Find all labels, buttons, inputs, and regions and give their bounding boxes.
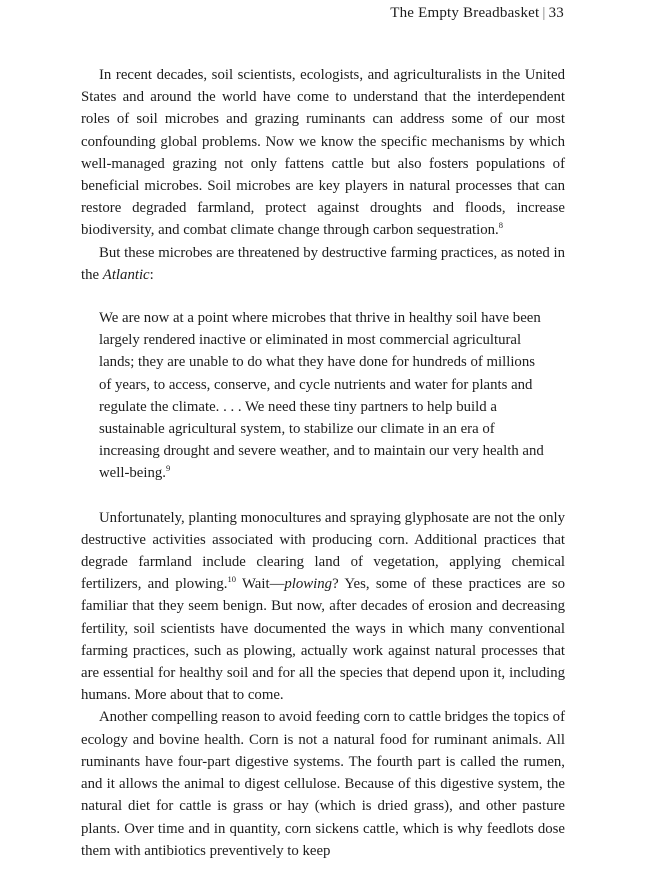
running-head-separator: |: [542, 5, 546, 21]
paragraph-1: [81, 64, 565, 242]
paragraph-2-text-a: But these microbes are threatened by destructive farming practices, as noted in the: [81, 244, 565, 283]
body-text: [81, 64, 565, 862]
source-title: Atlantic: [102, 266, 150, 283]
paragraph-4-text: Another compelling reason to avoid feeding corn to cattle bridges the topics of ecology and bovine health. Corn is not a natural food for ruminant animals. All ruminants have four-part digestive systems. The fourth part is called the rumen, and it allows the animal to digest cellulose. Because of this digestive system, the natural diet for cattle is grass or hay (which is dried grass), and other pasture plants. Over time and in quantity, corn sickens cattle, which is why feedlots dose them with antibiotics preventively to keep: [81, 709, 565, 859]
paragraph-1-text: In recent decades, soil scientists, ecologists, and agriculturalists in the United States and around the world have come to understand that the interdependent roles of soil microbes and grazing ruminants can address some of our most confounding global problems. Now we know the specific mechanisms by which well-managed grazing not only fattens cattle but also fosters populations of beneficial microbes. Soil microbes are key players in natural processes that can restore degraded farmland, protect against droughts and floods, increase biodiversity, and combat climate change through carbon sequestration.: [81, 67, 565, 239]
block-quote-paragraph: [99, 307, 547, 485]
paragraph-4: [81, 706, 565, 861]
paragraph-3: [81, 507, 565, 707]
paragraph-2-text-b: :: [149, 266, 154, 283]
block-quote-text: We are now at a point where microbes that thrive in healthy soil have been largely rendered inactive or eliminated in most commercial agricultural lands; they are unable to do what they have done for hundreds of millions of years, to access, conserve, and cycle nutrients and water for plants and regulate the climate. . . . We need these tiny partners to help build a sustainable agricultural system, to stabilize our climate in an era of increasing drought and severe weather, and to maintain our very health and well-being.: [99, 310, 544, 482]
running-head-title: The Empty Breadbasket: [390, 5, 540, 21]
paragraph-2: [81, 242, 565, 286]
footnote-ref-8: 8: [498, 220, 503, 231]
paragraph-3-text-c: ? Yes, some of these practices are so familiar that they seem benign. But now, after decades of erosion and decreasing fertility, soil scientists have documented the ways in which many conventional farming practices, such as plowing, actually work against natural processes that are essential for healthy soil and for all the species that depend upon it, including humans. More about that to come.: [81, 576, 565, 704]
block-quote: [81, 307, 565, 485]
paragraph-3-text-b: Wait—: [236, 576, 285, 593]
footnote-ref-9: 9: [165, 463, 171, 474]
paragraph-3-emphasis: plowing: [284, 576, 333, 593]
page-number: 33: [548, 5, 564, 21]
footnote-ref-10: 10: [227, 574, 236, 585]
paragraph-3-text-a: Unfortunately, planting monocultures and spraying glyphosate are not the only destructive activities associated with producing corn. Additional practices that degrade farmland include clearing land of vegetation, applying chemical fertilizers, and plowing.: [81, 509, 565, 593]
running-head: [390, 5, 564, 22]
